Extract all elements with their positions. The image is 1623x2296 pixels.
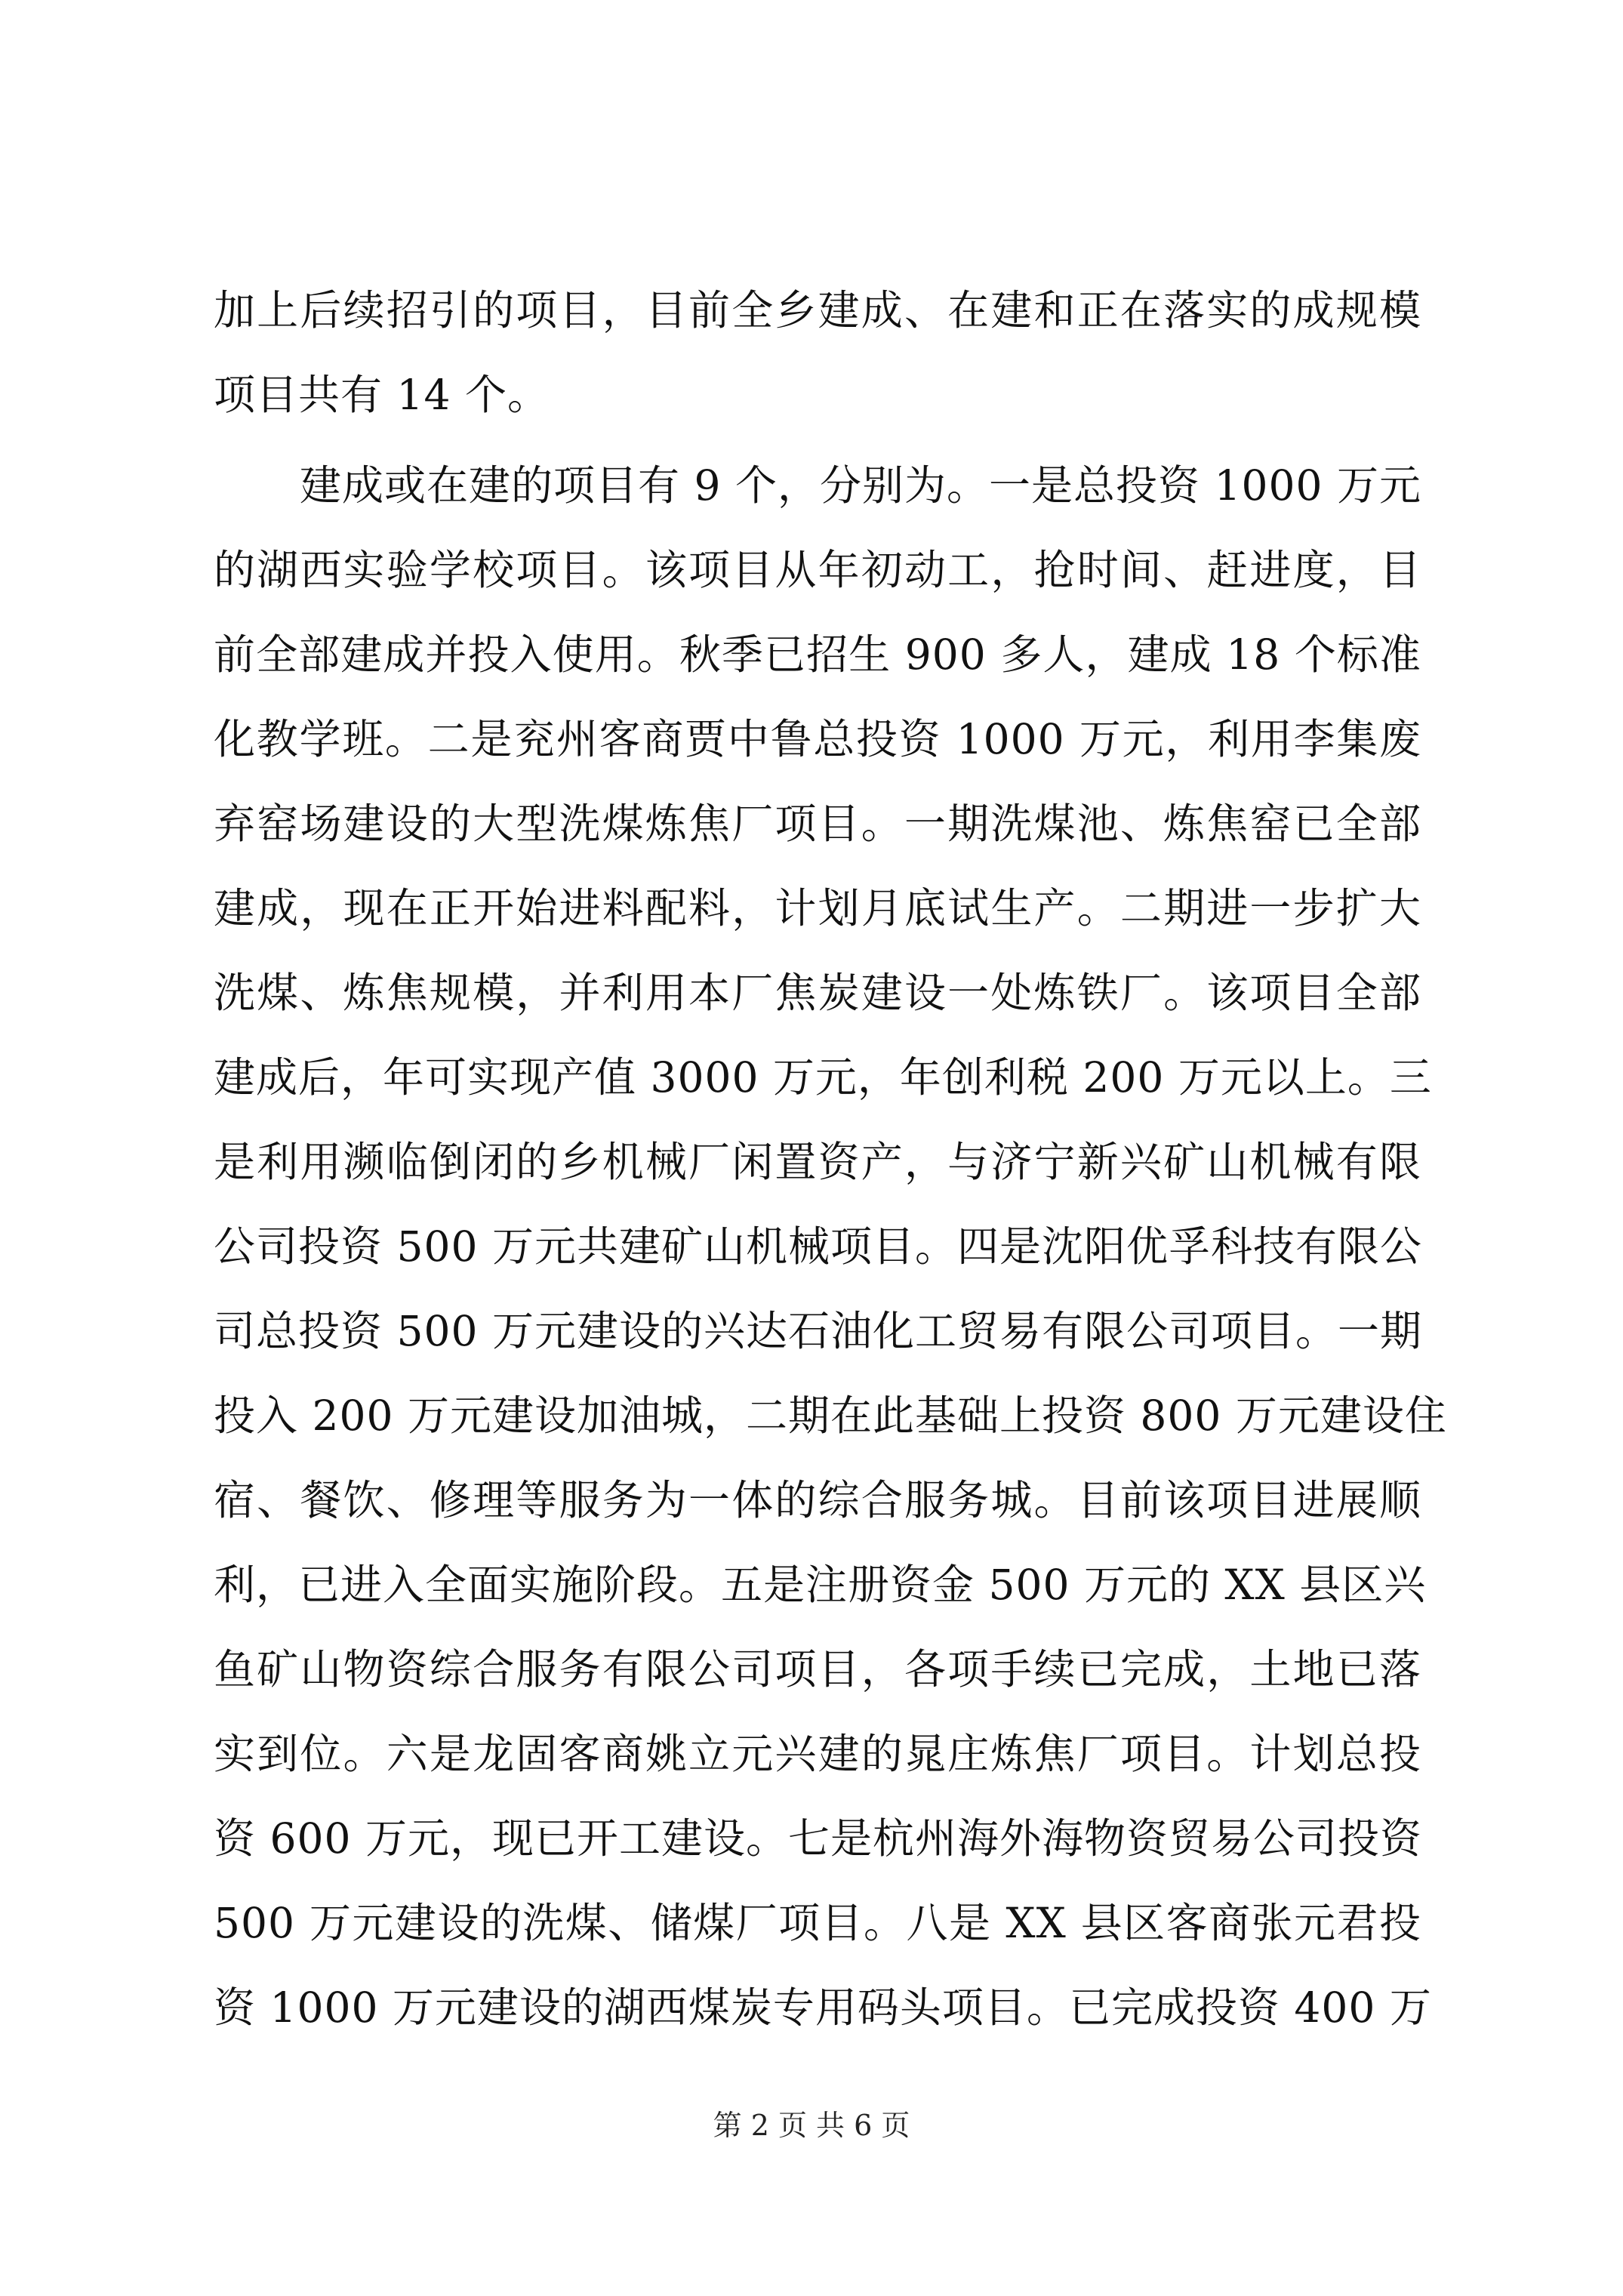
text-line: 弃窑场建设的大型洗煤炼焦厂项目。一期洗煤池、炼焦窑已全部: [214, 800, 1421, 848]
text-line: 实到位。六是龙固客商姚立元兴建的晁庄炼焦厂项目。计划总投: [214, 1730, 1421, 1778]
text-line: 鱼矿山物资综合服务有限公司项目，各项手续已完成，土地已落: [214, 1645, 1421, 1693]
text-line: 司总投资 500 万元建设的兴达石油化工贸易有限公司项目。一期: [214, 1307, 1422, 1355]
text-line: 加上后续招引的项目，目前全乡建成、在建和正在落实的成规模: [214, 286, 1421, 334]
text-line: 投入 200 万元建设加油城，二期在此基础上投资 800 万元建设住: [214, 1391, 1447, 1440]
text-line: 建成后，年可实现产值 3000 万元，年创利税 200 万元以上。三: [214, 1053, 1432, 1102]
text-line: 化教学班。二是兖州客商贾中鲁总投资 1000 万元，利用李集废: [214, 715, 1421, 763]
text-line: 资 1000 万元建设的湖西煤炭专用码头项目。已完成投资 400 万: [214, 1983, 1432, 2032]
page-number-footer: 第 2 页 共 6 页: [713, 2109, 910, 2142]
text-line: 的湖西实验学校项目。该项目从年初动工，抢时间、赶进度，目: [214, 546, 1421, 594]
text-line: 是利用濒临倒闭的乡机械厂闲置资产，与济宁新兴矿山机械有限: [214, 1138, 1421, 1186]
text-line: 资 600 万元，现已开工建设。七是杭州海外海物资贸易公司投资: [214, 1814, 1422, 1863]
text-line: 500 万元建设的洗煤、储煤厂项目。八是 XX 县区客商张元君投: [214, 1899, 1421, 1947]
text-line: 项目共有 14 个。: [214, 371, 550, 419]
text-line: 前全部建成并投入使用。秋季已招生 900 多人，建成 18 个标准: [214, 630, 1421, 679]
text-line: 洗煤、炼焦规模，并利用本厂焦炭建设一处炼铁厂。该项目全部: [214, 969, 1421, 1017]
text-line: 利，已进入全面实施阶段。五是注册资金 500 万元的 XX 县区兴: [214, 1561, 1427, 1609]
text-line: 建成，现在正开始进料配料，计划月底试生产。二期进一步扩大: [214, 884, 1421, 932]
text-line: 建成或在建的项目有 9 个，分别为。一是总投资 1000 万元: [300, 461, 1421, 510]
paragraph: [214, 268, 1421, 437]
document-body: [214, 268, 1447, 2050]
paragraph: [214, 443, 1447, 2050]
text-line: 宿、餐饮、修理等服务为一体的综合服务城。目前该项目进展顺: [214, 1476, 1421, 1524]
text-line: 公司投资 500 万元共建矿山机械项目。四是沈阳优孚科技有限公: [214, 1222, 1422, 1271]
